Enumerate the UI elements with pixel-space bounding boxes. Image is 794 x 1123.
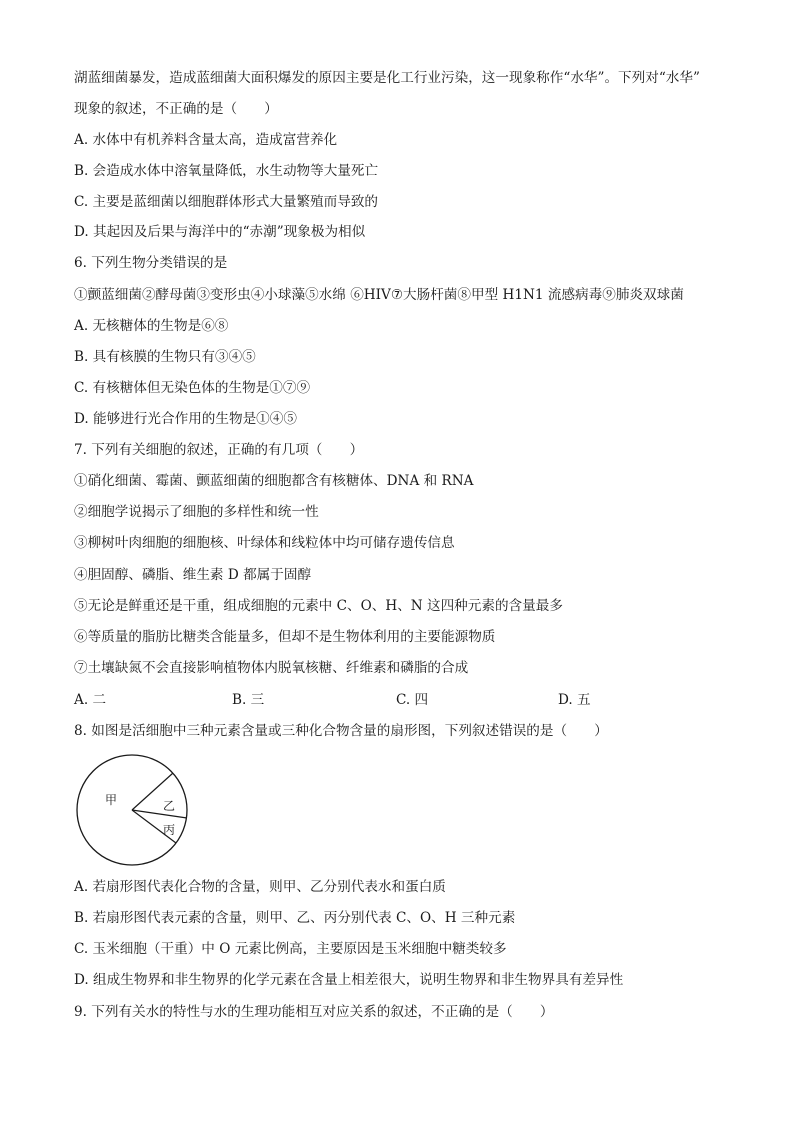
q6-option-c: C. 有核糖体但无染色体的生物是①⑦⑨ bbox=[74, 380, 311, 396]
q5-option-d: D. 其起因及后果与海洋中的“赤潮”现象极为相似 bbox=[74, 224, 366, 240]
q6-option-a: A. 无核糖体的生物是⑥⑧ bbox=[74, 318, 229, 334]
q5-option-a: A. 水体中有机养料含量太高，造成富营养化 bbox=[74, 132, 338, 148]
q7-statement-3: ③柳树叶肉细胞的细胞核、叶绿体和线粒体中均可储存遗传信息 bbox=[74, 535, 455, 551]
q6-option-b: B. 具有核膜的生物只有③④⑤ bbox=[74, 349, 256, 365]
q5-option-c: C. 主要是蓝细菌以细胞群体形式大量繁殖而导致的 bbox=[74, 194, 379, 210]
q5-option-b: B. 会造成水体中溶氧量降低，水生动物等大量死亡 bbox=[74, 163, 379, 179]
q8-option-c: C. 玉米细胞（干重）中 O 元素比例高，主要原因是玉米细胞中糖类较多 bbox=[74, 941, 507, 957]
q6-organism-list: ①颤蓝细菌②酵母菌③变形虫④小球藻⑤水绵 ⑥HIV⑦大肠杆菌⑧甲型 H1N1 流感病毒⑨肺炎双球菌 bbox=[74, 287, 684, 303]
q7-statement-5: ⑤无论是鲜重还是干重，组成细胞的元素中 C、O、H、N 这四种元素的含量最多 bbox=[74, 598, 563, 614]
pie-label-jia: 甲 bbox=[105, 793, 118, 807]
q7-stem: 7. 下列有关细胞的叙述，正确的有几项（ ） bbox=[74, 442, 364, 458]
q7-option-d: D. 五 bbox=[558, 692, 591, 708]
q7-statement-6: ⑥等质量的脂肪比糖类含能量多，但却不是生物体利用的主要能源物质 bbox=[74, 629, 496, 645]
q6-stem: 6. 下列生物分类错误的是 bbox=[74, 255, 228, 271]
q7-option-a: A. 二 bbox=[74, 692, 107, 708]
q8-option-b: B. 若扇形图代表元素的含量，则甲、乙、丙分别代表 C、O、H 三种元素 bbox=[74, 910, 516, 926]
q7-statement-1: ①硝化细菌、霉菌、颤蓝细菌的细胞都含有核糖体、DNA 和 RNA bbox=[74, 473, 474, 489]
q5-stem-line-1: 湖蓝细菌暴发，造成蓝细菌大面积爆发的原因主要是化工行业污染，这一现象称作“水华”。下列对“水华” bbox=[74, 70, 700, 86]
q7-statement-2: ②细胞学说揭示了细胞的多样性和统一性 bbox=[74, 504, 319, 520]
pie-label-yi: 乙 bbox=[163, 799, 176, 813]
q7-option-c: C. 四 bbox=[396, 692, 429, 708]
pie-label-bing: 丙 bbox=[163, 823, 176, 837]
q5-stem-line-2: 现象的叙述，不正确的是（ ） bbox=[74, 101, 278, 117]
q8-option-d: D. 组成生物界和非生物界的化学元素在含量上相差很大，说明生物界和非生物界具有差异性 bbox=[74, 972, 624, 988]
sector-pie-chart bbox=[72, 752, 194, 868]
q7-statement-4: ④胆固醇、磷脂、维生素 D 都属于固醇 bbox=[74, 567, 312, 583]
q6-option-d: D. 能够进行光合作用的生物是①④⑤ bbox=[74, 411, 297, 427]
q8-stem: 8. 如图是活细胞中三种元素含量或三种化合物含量的扇形图，下列叙述错误的是（ ） bbox=[74, 723, 608, 739]
q9-stem: 9. 下列有关水的特性与水的生理功能相互对应关系的叙述，不正确的是（ ） bbox=[74, 1004, 554, 1020]
q7-statement-7: ⑦土壤缺氮不会直接影响植物体内脱氧核糖、纤维素和磷脂的合成 bbox=[74, 660, 469, 676]
q8-option-a: A. 若扇形图代表化合物的含量，则甲、乙分别代表水和蛋白质 bbox=[74, 879, 446, 895]
q7-option-b: B. 三 bbox=[232, 692, 265, 708]
